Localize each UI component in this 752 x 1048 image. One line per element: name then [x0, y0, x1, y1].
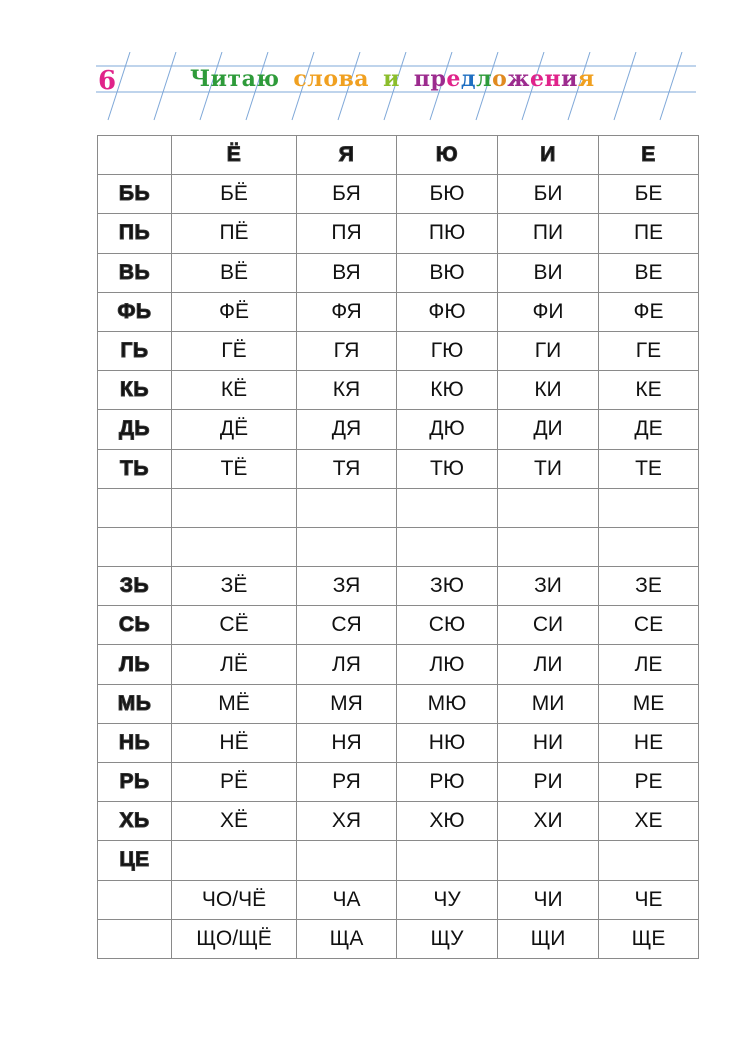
title-letter: р: [430, 66, 447, 92]
syllable-cell: [297, 488, 397, 527]
syllable-cell: СЮ: [397, 606, 498, 645]
title-letter: а: [241, 66, 257, 92]
title-letter: о: [323, 66, 339, 92]
page-header: [96, 52, 696, 122]
title-letter: т: [227, 66, 242, 92]
table-row: [98, 723, 699, 762]
table-row: [98, 684, 699, 723]
table-row: [98, 175, 699, 214]
syllable-cell: ВЁ: [172, 253, 297, 292]
syllable-cell: ПЯ: [297, 214, 397, 253]
syllable-cell: ТЯ: [297, 449, 397, 488]
title-letter: и: [383, 66, 400, 92]
syllable-cell: [498, 488, 599, 527]
syllable-cell: [297, 841, 397, 880]
consonant-cell: ПЬ: [98, 214, 172, 253]
table-row: [98, 527, 699, 566]
syllable-cell: ЩУ: [397, 919, 498, 958]
vowel-header-cell: И: [498, 136, 599, 175]
syllable-cell: ЗИ: [498, 567, 599, 606]
syllable-cell: ДЯ: [297, 410, 397, 449]
table-row: [98, 606, 699, 645]
syllable-cell: ДИ: [498, 410, 599, 449]
consonant-cell: ХЬ: [98, 802, 172, 841]
syllable-cell: [172, 841, 297, 880]
syllable-cell: ПЁ: [172, 214, 297, 253]
table-row: [98, 371, 699, 410]
syllable-cell: ПИ: [498, 214, 599, 253]
table-row: [98, 488, 699, 527]
table-row: [98, 841, 699, 880]
syllable-cell: ПЕ: [599, 214, 699, 253]
table-row: [98, 645, 699, 684]
vowel-header-cell: Ю: [397, 136, 498, 175]
syllable-cell: НЁ: [172, 723, 297, 762]
syllable-cell: БИ: [498, 175, 599, 214]
table-row: [98, 880, 699, 919]
syllable-cell: БЯ: [297, 175, 397, 214]
syllable-cell: КЁ: [172, 371, 297, 410]
vowel-header-cell: Е: [599, 136, 699, 175]
syllable-cell: ДЁ: [172, 410, 297, 449]
syllable-cell: КЯ: [297, 371, 397, 410]
title-letter: н: [544, 66, 562, 92]
table-row: [98, 763, 699, 802]
title-letter: д: [460, 66, 477, 92]
consonant-cell: [98, 919, 172, 958]
syllable-cell: НЕ: [599, 723, 699, 762]
title-letter: ж: [507, 66, 530, 92]
consonant-cell: ЦЕ: [98, 841, 172, 880]
table-row: [98, 214, 699, 253]
syllable-cell: [397, 841, 498, 880]
syllable-cell: [397, 488, 498, 527]
syllable-cell: [397, 527, 498, 566]
consonant-cell: [98, 527, 172, 566]
syllable-cell: ТЕ: [599, 449, 699, 488]
consonant-cell: РЬ: [98, 763, 172, 802]
consonant-cell: БЬ: [98, 175, 172, 214]
syllable-cell: ГИ: [498, 331, 599, 370]
syllable-cell: ЩИ: [498, 919, 599, 958]
syllable-cell: ЧА: [297, 880, 397, 919]
consonant-cell: ГЬ: [98, 331, 172, 370]
syllable-cell: НЮ: [397, 723, 498, 762]
syllable-cell: КИ: [498, 371, 599, 410]
syllable-cell: ГЕ: [599, 331, 699, 370]
syllable-cell: [498, 527, 599, 566]
syllable-cell: МИ: [498, 684, 599, 723]
title-letter: е: [446, 66, 461, 92]
syllable-cell: МЯ: [297, 684, 397, 723]
title-letter: е: [529, 66, 545, 92]
syllable-cell: СЕ: [599, 606, 699, 645]
syllable-cell: БЕ: [599, 175, 699, 214]
syllable-cell: РЕ: [599, 763, 699, 802]
syllable-cell: ВИ: [498, 253, 599, 292]
syllable-cell: ЩЕ: [599, 919, 699, 958]
syllable-cell: ФЕ: [599, 292, 699, 331]
syllable-cell: МЮ: [397, 684, 498, 723]
syllable-cell: [172, 527, 297, 566]
syllable-cell: [498, 841, 599, 880]
title-letter: Ч: [190, 66, 211, 92]
syllable-cell: ХЯ: [297, 802, 397, 841]
syllable-cell: ЛЮ: [397, 645, 498, 684]
title-letter: л: [476, 66, 493, 92]
syllable-cell: ЧУ: [397, 880, 498, 919]
syllable-cell: ФИ: [498, 292, 599, 331]
table-header-row: [98, 136, 699, 175]
consonant-cell: КЬ: [98, 371, 172, 410]
syllable-cell: [599, 488, 699, 527]
syllable-cell: СИ: [498, 606, 599, 645]
title-letter: а: [354, 66, 370, 92]
syllable-cell: ФЮ: [397, 292, 498, 331]
syllable-cell: ЛЕ: [599, 645, 699, 684]
table-row: [98, 449, 699, 488]
title-letter: и: [561, 66, 578, 92]
table-row: [98, 410, 699, 449]
syllable-cell: БЮ: [397, 175, 498, 214]
syllable-cell: ГЁ: [172, 331, 297, 370]
syllable-cell: [599, 527, 699, 566]
consonant-cell: ДЬ: [98, 410, 172, 449]
syllable-cell: [297, 527, 397, 566]
syllable-cell: КЮ: [397, 371, 498, 410]
syllable-cell: ЗЯ: [297, 567, 397, 606]
table-row: [98, 567, 699, 606]
syllable-cell: ХЁ: [172, 802, 297, 841]
syllable-cell: ТЁ: [172, 449, 297, 488]
table-row: [98, 802, 699, 841]
syllable-cell: ГЮ: [397, 331, 498, 370]
vowel-header-cell: Я: [297, 136, 397, 175]
syllable-cell: ФЁ: [172, 292, 297, 331]
syllable-cell: РЯ: [297, 763, 397, 802]
syllable-cell: РЁ: [172, 763, 297, 802]
consonant-cell: [98, 488, 172, 527]
consonant-cell: НЬ: [98, 723, 172, 762]
syllable-cell: БЁ: [172, 175, 297, 214]
page-number: 6: [98, 66, 117, 96]
consonant-cell: ЗЬ: [98, 567, 172, 606]
title-letter: л: [307, 66, 324, 92]
syllable-cell: ЧИ: [498, 880, 599, 919]
vowel-header-cell: [98, 136, 172, 175]
table-row: [98, 253, 699, 292]
syllable-cell: НЯ: [297, 723, 397, 762]
syllable-cell: ХИ: [498, 802, 599, 841]
syllable-cell: ЗЮ: [397, 567, 498, 606]
syllable-cell: ВЕ: [599, 253, 699, 292]
consonant-cell: ФЬ: [98, 292, 172, 331]
title-letter: п: [413, 66, 431, 92]
page-title: [190, 66, 595, 92]
consonant-cell: ЛЬ: [98, 645, 172, 684]
syllable-cell: КЕ: [599, 371, 699, 410]
syllable-cell: ЩА: [297, 919, 397, 958]
title-letter: ю: [256, 66, 280, 92]
syllable-cell: ЛЯ: [297, 645, 397, 684]
syllable-cell: ВЮ: [397, 253, 498, 292]
syllable-cell: ГЯ: [297, 331, 397, 370]
syllable-cell: СЯ: [297, 606, 397, 645]
syllable-cell: ДЕ: [599, 410, 699, 449]
vowel-header-cell: Ё: [172, 136, 297, 175]
syllable-cell: МЕ: [599, 684, 699, 723]
consonant-cell: ТЬ: [98, 449, 172, 488]
title-letter: в: [338, 66, 355, 92]
syllable-cell: ЗЁ: [172, 567, 297, 606]
syllable-cell: НИ: [498, 723, 599, 762]
syllable-cell: СЁ: [172, 606, 297, 645]
consonant-cell: [98, 880, 172, 919]
title-letter: я: [577, 66, 595, 92]
syllable-cell: МЁ: [172, 684, 297, 723]
syllable-cell: ЛИ: [498, 645, 599, 684]
syllable-cell: РИ: [498, 763, 599, 802]
syllable-cell: ХЮ: [397, 802, 498, 841]
syllable-cell: ЗЕ: [599, 567, 699, 606]
syllable-cell: ВЯ: [297, 253, 397, 292]
syllable-cell: ЩО/ЩЁ: [172, 919, 297, 958]
syllable-cell: ФЯ: [297, 292, 397, 331]
consonant-cell: МЬ: [98, 684, 172, 723]
syllable-cell: [172, 488, 297, 527]
syllable-cell: ТИ: [498, 449, 599, 488]
consonant-cell: СЬ: [98, 606, 172, 645]
syllable-cell: ДЮ: [397, 410, 498, 449]
table-row: [98, 919, 699, 958]
syllable-table: [97, 135, 699, 959]
syllable-cell: ЧО/ЧЁ: [172, 880, 297, 919]
syllable-cell: ТЮ: [397, 449, 498, 488]
syllable-cell: ПЮ: [397, 214, 498, 253]
title-letter: с: [293, 66, 308, 92]
consonant-cell: ВЬ: [98, 253, 172, 292]
syllable-cell: ЧЕ: [599, 880, 699, 919]
syllable-cell: ЛЁ: [172, 645, 297, 684]
title-letter: и: [210, 66, 228, 92]
syllable-cell: [599, 841, 699, 880]
table-row: [98, 331, 699, 370]
syllable-cell: ХЕ: [599, 802, 699, 841]
syllable-cell: РЮ: [397, 763, 498, 802]
title-letter: о: [492, 66, 508, 92]
table-row: [98, 292, 699, 331]
